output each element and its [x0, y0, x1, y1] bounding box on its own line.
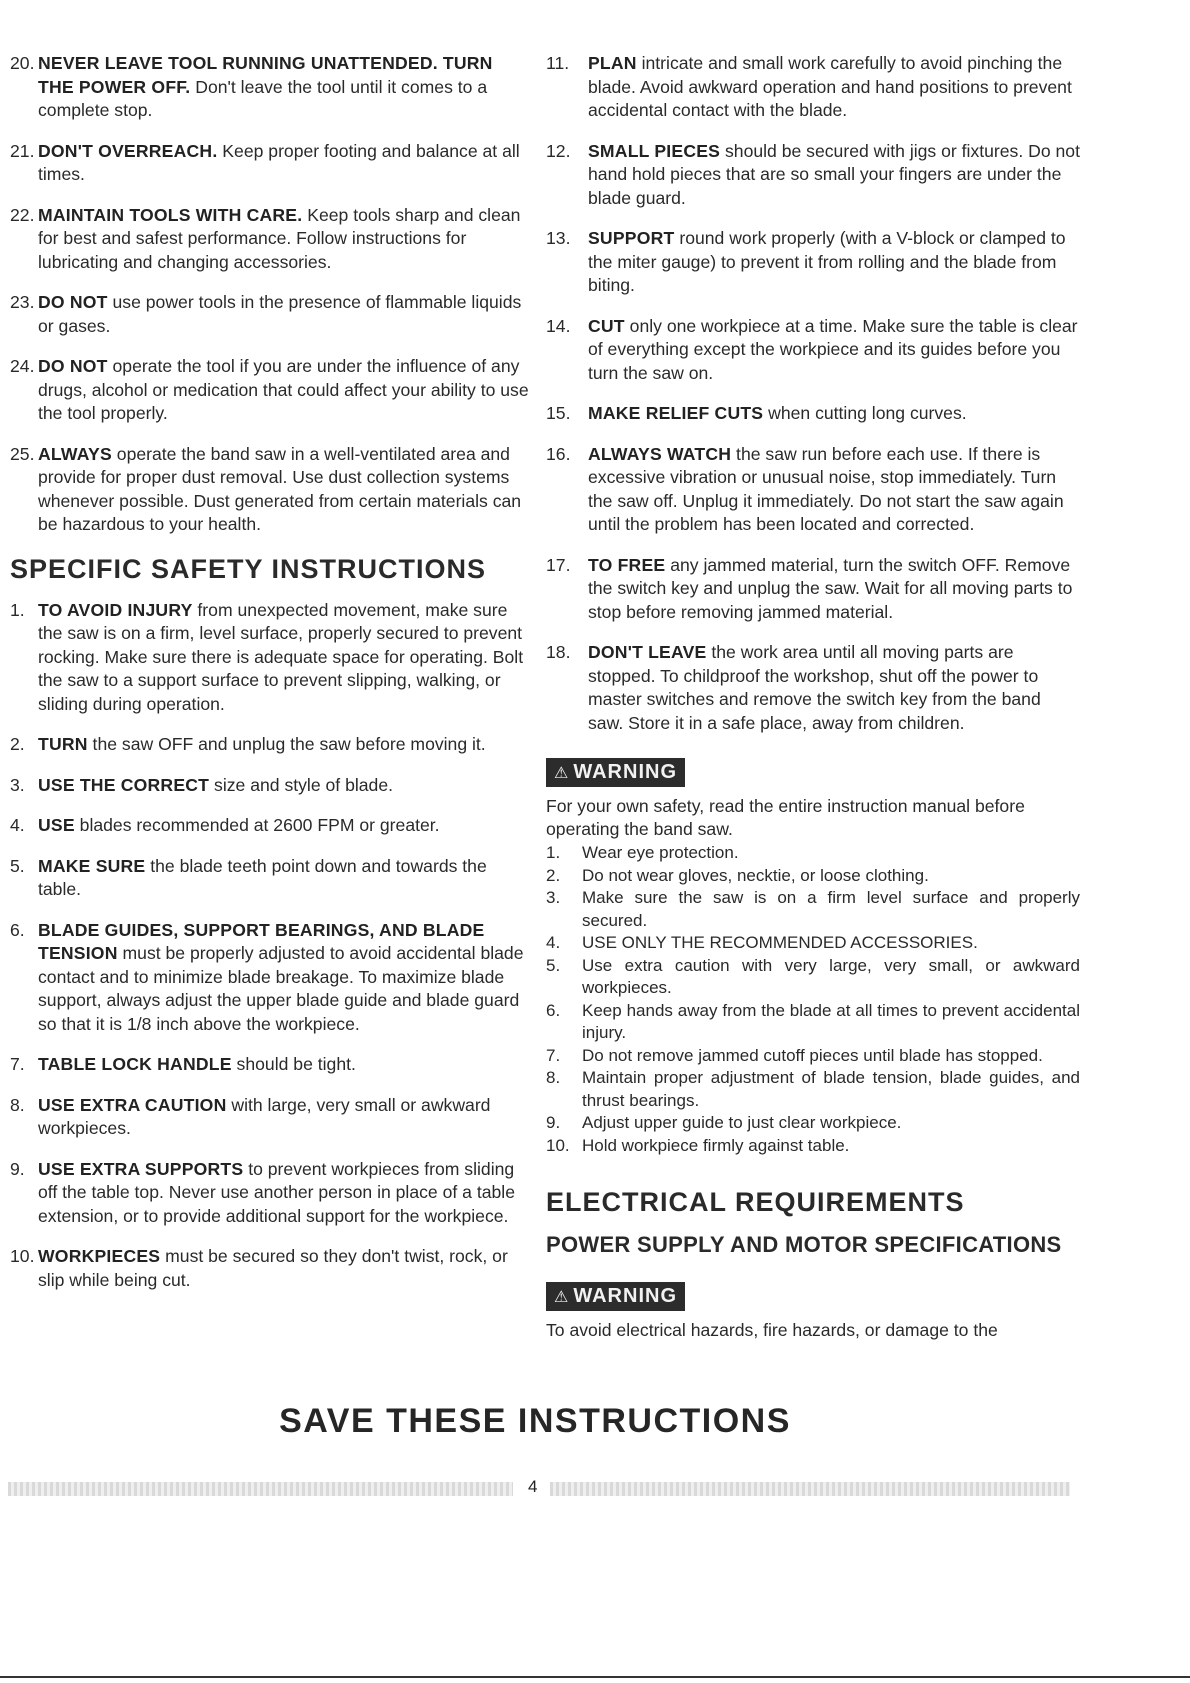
- list-item: 5. Use extra caution with very large, very small, or awkward workpieces.: [546, 955, 1080, 997]
- list-item: 6. BLADE GUIDES, SUPPORT BEARINGS, AND BLADE TENSION must be properly adjusted to avoid accidental blade contact and to minimize blade breakage. To maximize blade support, always adjust the upper blade guide and blade guard so that it is 1/8 inch above the workpiece.: [10, 919, 524, 1034]
- list-item: 11. PLAN intricate and small work carefully to avoid pinching the blade. Avoid awkward operation and hand positions to prevent accidental contact with the blade.: [546, 53, 1072, 120]
- list-item: 1. Wear eye protection.: [546, 843, 739, 862]
- footer-strip-left: [8, 1482, 513, 1496]
- left-column: [10, 52, 530, 1309]
- list-item: 9. Adjust upper guide to just clear workpiece.: [546, 1113, 902, 1132]
- list-item: 4. USE ONLY THE RECOMMENDED ACCESSORIES.: [546, 933, 978, 952]
- list-item: 1. TO AVOID INJURY from unexpected movement, make sure the saw is on a firm, level surface, properly secured to prevent rocking. Make sure there is adequate space for operating. Bolt the saw to a support surface to prevent slipping, walking, or sliding during operation.: [10, 599, 524, 714]
- list-item: 3. USE THE CORRECT size and style of blade.: [10, 774, 394, 795]
- list-item: 24. DO NOT operate the tool if you are under the influence of any drugs, alcohol or medication that could affect your ability to use the tool properly.: [10, 356, 529, 423]
- list-item: 18. DON'T LEAVE the work area until all moving parts are stopped. To childproof the workshop, shut off the power to master switches and remove the switch key from the band saw. Store it in a safe place, away from children.: [546, 642, 1041, 733]
- warning-label: WARNING: [573, 1285, 678, 1307]
- warning-list: [546, 842, 1080, 1157]
- list-item: 9. USE EXTRA SUPPORTS to prevent workpieces from sliding off the table top. Never use another person in place of a table extension, or to provide additional support for the workpiece.: [10, 1158, 515, 1226]
- list-item: 15. MAKE RELIEF CUTS when cutting long curves.: [546, 403, 967, 423]
- warning-triangle-icon: ⚠: [554, 1288, 570, 1306]
- list-item: 21. DON'T OVERREACH. Keep proper footing and balance at all times.: [10, 140, 520, 184]
- list-item: 22. MAINTAIN TOOLS WITH CARE. Keep tools sharp and clean for best and safest performance. Follow instructions for lubricating and changing accessories.: [10, 204, 521, 272]
- list-item: 17. TO FREE any jammed material, turn the switch OFF. Remove the switch key and unplug the saw. Wait for all moving parts to stop before removing jammed material.: [546, 554, 1073, 622]
- list-item: 7. TABLE LOCK HANDLE should be tight.: [10, 1054, 356, 1074]
- list-item: 13. SUPPORT round work properly (with a V-block or clamped to the miter gauge) to prevent it from rolling and the blade from biting.: [546, 228, 1066, 295]
- list-item: 10. WORKPIECES must be secured so they don't twist, rock, or slip while being cut.: [10, 1246, 508, 1290]
- list-item: 6. Keep hands away from the blade at all times to prevent accidental injury.: [546, 1000, 1080, 1042]
- electrical-subheading: POWER SUPPLY AND MOTOR SPECIFICATIONS: [546, 1232, 1062, 1257]
- list-item: 2. TURN the saw OFF and unplug the saw before moving it.: [10, 734, 486, 754]
- electrical-heading: ELECTRICAL REQUIREMENTS: [546, 1187, 965, 1217]
- list-item: 23. DO NOT use power tools in the presence of flammable liquids or gases.: [10, 292, 522, 336]
- list-item: 16. ALWAYS WATCH the saw run before each use. If there is excessive vibration or unusual noise, stop immediately. Turn the saw off. Unplug it immediately. Do not start the saw again until the problem has been located and corrected.: [546, 443, 1064, 534]
- bottom-edge-rule: [0, 1676, 1190, 1678]
- save-instructions-title: SAVE THESE INSTRUCTIONS: [279, 1402, 791, 1440]
- warning-badge-electrical: [546, 1282, 685, 1311]
- list-item: 10. Hold workpiece firmly against table.: [546, 1135, 850, 1155]
- warning-badge: [546, 758, 685, 787]
- list-item: 4. USE blades recommended at 2600 FPM or greater.: [10, 815, 440, 835]
- footer-strip-right: [550, 1482, 1070, 1496]
- list-item: 3. Make sure the saw is on a firm level surface and properly secured.: [546, 888, 1080, 930]
- specific-safety-list: [10, 599, 530, 1293]
- warning-triangle-icon: ⚠: [554, 764, 570, 782]
- specific-safety-list-continued: [546, 52, 1080, 735]
- list-item: 20. NEVER LEAVE TOOL RUNNING UNATTENDED. TURN THE POWER OFF. Don't leave the tool until it comes to a complete stop.: [10, 53, 493, 120]
- list-item: 25. ALWAYS operate the band saw in a well-ventilated area and provide for proper dust removal. Use dust collection systems whenever possible. Dust generated from certain materials can be hazardous to your health.: [10, 443, 522, 534]
- page-number: 4: [528, 1477, 538, 1496]
- list-item: 5. MAKE SURE the blade teeth point down and towards the table.: [10, 855, 487, 899]
- list-item: 14. CUT only one workpiece at a time. Make sure the table is clear of everything except the workpiece and its guides before you turn the saw on.: [546, 315, 1078, 383]
- specific-safety-heading: SPECIFIC SAFETY INSTRUCTIONS: [10, 553, 487, 584]
- list-item: 12. SMALL PIECES should be secured with jigs or fixtures. Do not hand hold pieces that are so small your fingers are under the blade guard.: [546, 140, 1080, 208]
- list-item: 2. Do not wear gloves, necktie, or loose clothing.: [546, 865, 929, 885]
- list-item: 8. Maintain proper adjustment of blade tension, blade guides, and thrust bearings.: [546, 1068, 1080, 1110]
- electrical-warning-text: To avoid electrical hazards, fire hazards, or damage to the: [546, 1320, 998, 1340]
- general-safety-list: [10, 52, 530, 537]
- list-item: 7. Do not remove jammed cutoff pieces until blade has stopped.: [546, 1045, 1043, 1065]
- right-column: [546, 52, 1080, 1343]
- warning-label: WARNING: [573, 761, 678, 783]
- list-item: 8. USE EXTRA CAUTION with large, very small or awkward workpieces.: [10, 1094, 491, 1138]
- warning-intro: For your own safety, read the entire instruction manual before operating the band saw.: [546, 796, 1025, 839]
